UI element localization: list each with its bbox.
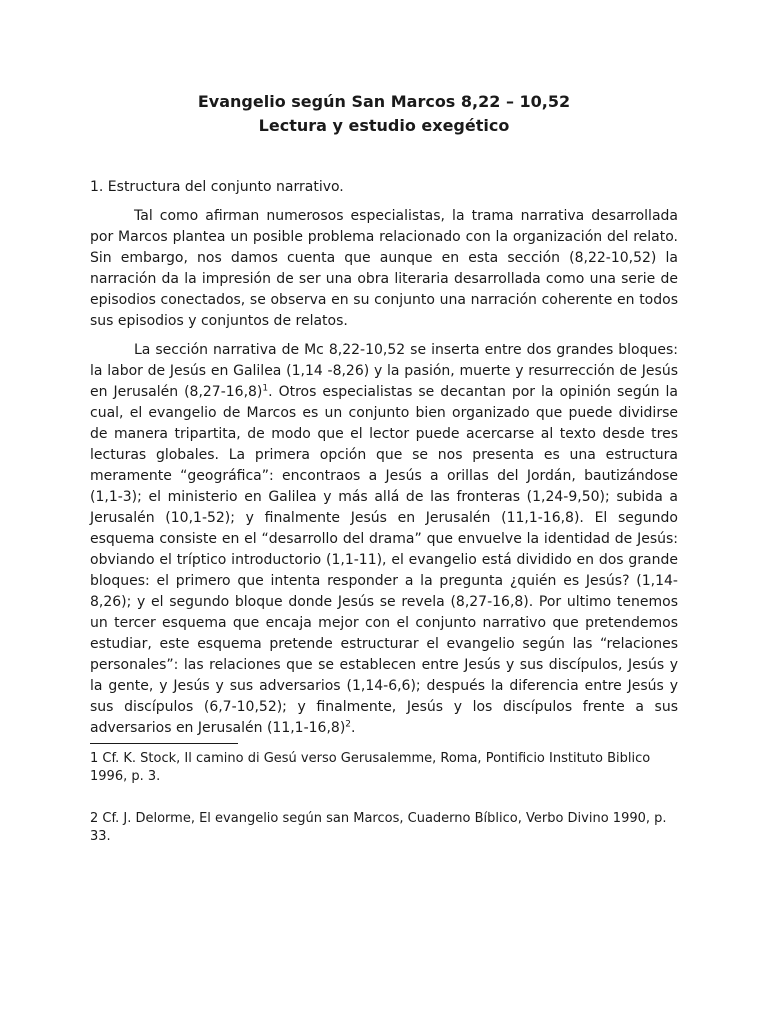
paragraph-2-part-b: . Otros especialistas se decantan por la opinión según la cual, el evangelio de Marcos es un conjunto bien organizado que puede dividirse de manera tripartita, de modo que el lector puede acercarse al texto desde tres lecturas globales. La primera opción que se nos presenta es una estructura meramente “geográfica”: encontraos a Jesús a orillas del Jordán, bautizándose (1,1-3); el ministerio en Galilea y más allá de las fronteras (1,24-9,50); subida a Jerusalén (10,1-52); y finalmente Jesús en Jerusalén (11,1-16,8). El segundo esquema consiste en el “desarrollo del drama” que envuelve la identidad de Jesús: obviando el tríptico introductorio (1,1-11), el evangelio está dividido en dos grande bloques: el primero que intenta responder a la pregunta ¿quién es Jesús? (1,14-8,26); y el segundo bloque donde Jesús se revela (8,27-16,8). Por ultimo tenemos un tercer esquema que encaja mejor con el conjunto narrativo que pretendemos estudiar, este esquema pretende estructurar el evangelio según las “relaciones personales”: las relaciones que se establecen entre Jesús y sus discípulos, Jesús y la gente, y Jesús y sus adversarios (1,14-6,6); después la diferencia entre Jesús y sus discípulos (6,7-10,52); y finalmente, Jesús y los discípulos frente a sus adversarios en Jerusalén (11,1-16,8) [90, 384, 679, 736]
document-title [90, 90, 678, 138]
footnote-ref-2: 2 [345, 719, 352, 730]
title-line-1: Evangelio según San Marcos 8,22 – 10,52 [197, 92, 571, 111]
paragraph-2 [90, 340, 678, 739]
paragraph-2-part-c: . [351, 720, 356, 736]
footnote-2: 2 Cf. J. Delorme, El evangelio según san Marcos, Cuaderno Bíblico, Verbo Divino 1990, p. 33. [90, 811, 667, 844]
section-heading: 1. Estructura del conjunto narrativo. [90, 179, 344, 195]
footnote-separator [90, 743, 238, 744]
paragraph-1: Tal como afirman numerosos especialistas, la trama narrativa desarrollada por Marcos plantea un posible problema relacionado con la organización del relato. Sin embargo, nos damos cuenta que aunque en esta sección (8,22-10,52) la narración da la impresión de ser una obra literaria desarrollada como una serie de episodios conectados, se observa en su conjunto una narración coherente en todos sus episodios y conjuntos de relatos. [90, 208, 678, 329]
footnote-ref-1: 1 [262, 383, 269, 394]
title-line-2: Lectura y estudio exegético [258, 116, 510, 135]
paragraph-2-part-a: La sección narrativa de Mc 8,22-10,52 se inserta entre dos grandes bloques: la labor de Jesús en Galilea (1,14 -8,26) y la pasión, muerte y resurrección de Jesús en Jerusalén (8,27-16,8) [90, 342, 678, 400]
document-page [90, 90, 678, 846]
footnote-1: 1 Cf. K. Stock, Il camino di Gesú verso Gerusalemme, Roma, Pontificio Instituto Biblico 1996, p. 3. [90, 751, 651, 784]
